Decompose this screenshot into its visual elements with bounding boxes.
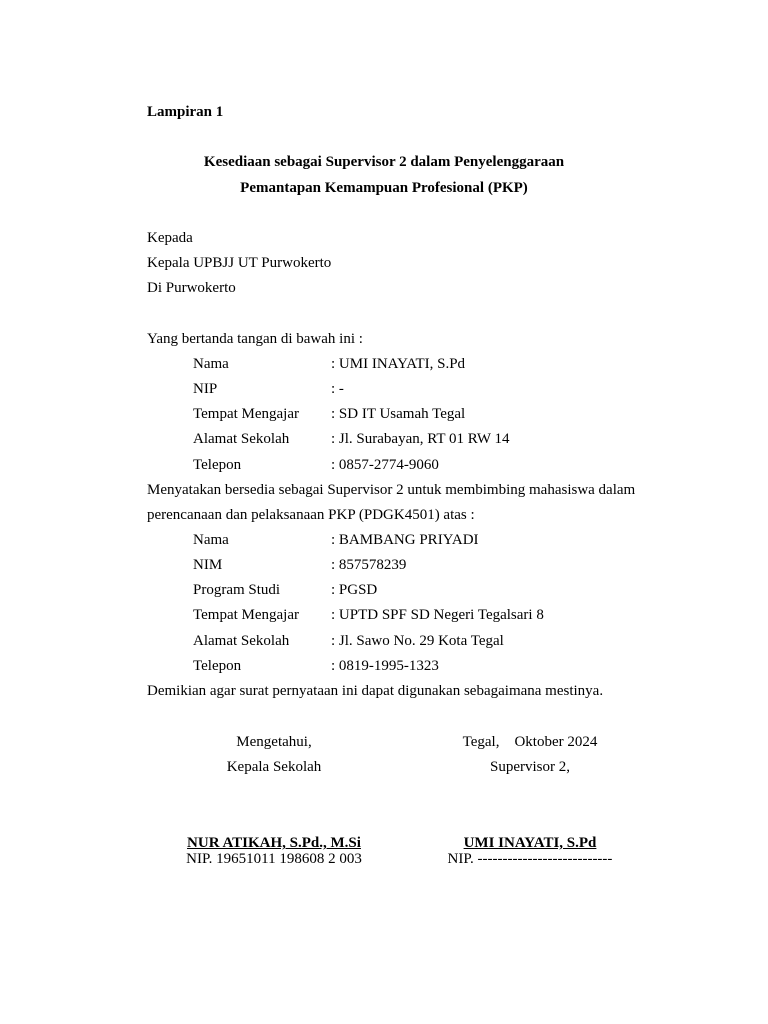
- student-field-value: : UPTD SPF SD Negeri Tegalsari 8: [331, 607, 544, 623]
- attachment-label: Lampiran 1: [147, 104, 224, 120]
- student-field-label: Telepon: [193, 658, 242, 674]
- statement-line-2: perencanaan dan pelaksanaan PKP (PDGK4501) atas :: [147, 507, 475, 523]
- supervisor-field-label: Nama: [193, 356, 229, 372]
- document-title-line-1: Kesediaan sebagai Supervisor 2 dalam Penyelenggaraan: [203, 154, 565, 170]
- signature-left-role: Kepala Sekolah: [226, 759, 322, 775]
- supervisor-field-value: : -: [331, 381, 344, 397]
- student-field-value: : Jl. Sawo No. 29 Kota Tegal: [331, 633, 504, 649]
- supervisor-field-value: : 0857-2774-9060: [331, 457, 439, 473]
- recipient-line-2: Kepala UPBJJ UT Purwokerto: [147, 255, 332, 271]
- supervisor-field-label: NIP: [193, 381, 218, 397]
- student-field-label: Program Studi: [193, 582, 281, 598]
- student-field-label: Tempat Mengajar: [193, 607, 299, 623]
- student-field-value: : 0819-1995-1323: [331, 658, 439, 674]
- supervisor-field-value: : UMI INAYATI, S.Pd: [331, 356, 466, 372]
- student-field-value: : 857578239: [331, 557, 407, 573]
- recipient-line-1: Kepada: [147, 230, 193, 246]
- intro-text: Yang bertanda tangan di bawah ini :: [147, 331, 363, 347]
- statement-line-1: Menyatakan bersedia sebagai Supervisor 2 untuk membimbing mahasiswa dalam: [147, 482, 636, 498]
- signature-right-place-date: Tegal, Oktober 2024: [462, 734, 598, 750]
- supervisor-field-label: Telepon: [193, 457, 242, 473]
- supervisor-field-value: : Jl. Surabayan, RT 01 RW 14: [331, 431, 510, 447]
- document-title-line-2: Pemantapan Kemampuan Profesional (PKP): [240, 180, 528, 196]
- signature-right-id: NIP. ---------------------------: [447, 851, 613, 867]
- supervisor-field-label: Alamat Sekolah: [193, 431, 290, 447]
- recipient-line-3: Di Purwokerto: [147, 280, 236, 296]
- signature-right-name: UMI INAYATI, S.Pd: [463, 835, 597, 851]
- student-field-value: : PGSD: [331, 582, 378, 598]
- supervisor-field-label: Tempat Mengajar: [193, 406, 299, 422]
- signature-left-id: NIP. 19651011 198608 2 003: [186, 851, 362, 867]
- signature-left-name: NUR ATIKAH, S.Pd., M.Si: [187, 835, 361, 851]
- signature-right-role: Supervisor 2,: [490, 759, 570, 775]
- student-field-label: Alamat Sekolah: [193, 633, 290, 649]
- closing-text: Demikian agar surat pernyataan ini dapat digunakan sebagaimana mestinya.: [147, 683, 604, 699]
- signature-left-acknowledge: Mengetahui,: [236, 734, 312, 750]
- student-field-label: NIM: [193, 557, 223, 573]
- student-field-value: : BAMBANG PRIYADI: [331, 532, 479, 548]
- supervisor-field-value: : SD IT Usamah Tegal: [331, 406, 466, 422]
- student-field-label: Nama: [193, 532, 229, 548]
